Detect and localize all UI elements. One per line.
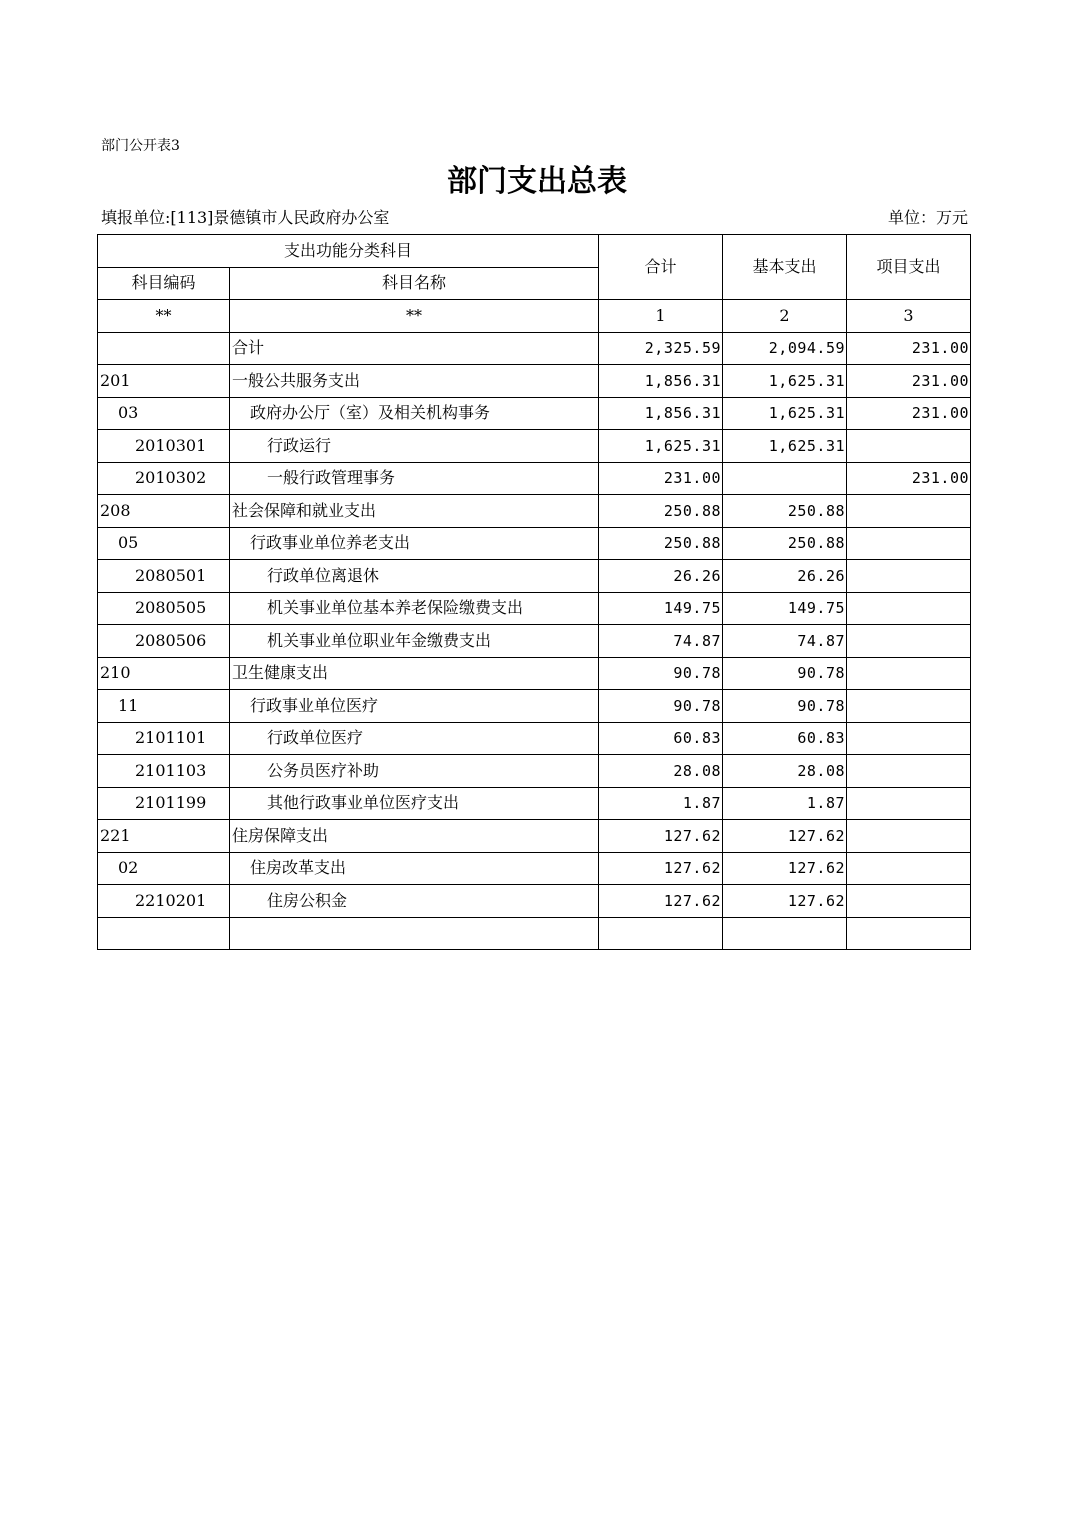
cell-project [847, 690, 971, 723]
cell-total: 60.83 [599, 722, 723, 755]
table-row [98, 527, 971, 560]
cell-basic: 74.87 [723, 625, 847, 658]
table-row [98, 820, 971, 853]
cell-total: 1,856.31 [599, 397, 723, 430]
cell-project [847, 592, 971, 625]
header-index-row [98, 300, 971, 333]
reporting-unit: 填报单位:[113]景德镇市人民政府办公室 [101, 208, 390, 227]
cell-basic: 1,625.31 [723, 365, 847, 398]
cell-basic: 1.87 [723, 787, 847, 820]
index-basic: 2 [723, 300, 847, 333]
cell-project [847, 917, 971, 950]
cell-code: 208 [98, 495, 230, 528]
cell-basic: 1,625.31 [723, 397, 847, 430]
cell-total: 74.87 [599, 625, 723, 658]
table-row [98, 852, 971, 885]
cell-total: 231.00 [599, 462, 723, 495]
cell-name: 其他行政事业单位医疗支出 [230, 787, 599, 820]
cell-name: 行政事业单位养老支出 [230, 527, 599, 560]
page-title: 部门支出总表 [447, 164, 627, 199]
index-name: ** [230, 300, 599, 333]
table-row [98, 917, 971, 950]
cell-basic: 28.08 [723, 755, 847, 788]
expenditure-table [97, 234, 971, 950]
cell-code: 221 [98, 820, 230, 853]
cell-total: 250.88 [599, 527, 723, 560]
header-row-1 [98, 235, 971, 268]
cell-code: 11 [98, 690, 230, 723]
cell-code: 2101103 [98, 755, 230, 788]
cell-basic: 2,094.59 [723, 332, 847, 365]
table-row [98, 722, 971, 755]
cell-code [98, 917, 230, 950]
index-project: 3 [847, 300, 971, 333]
cell-basic: 149.75 [723, 592, 847, 625]
cell-basic: 26.26 [723, 560, 847, 593]
cell-basic: 1,625.31 [723, 430, 847, 463]
cell-code: 2101101 [98, 722, 230, 755]
cell-total: 127.62 [599, 820, 723, 853]
cell-code: 05 [98, 527, 230, 560]
cell-name: 住房保障支出 [230, 820, 599, 853]
cell-project [847, 722, 971, 755]
header-project: 项目支出 [847, 235, 971, 300]
cell-basic [723, 462, 847, 495]
cell-project: 231.00 [847, 462, 971, 495]
cell-basic: 250.88 [723, 495, 847, 528]
cell-basic: 127.62 [723, 820, 847, 853]
cell-name: 住房改革支出 [230, 852, 599, 885]
cell-code: 02 [98, 852, 230, 885]
table-row [98, 430, 971, 463]
index-total: 1 [599, 300, 723, 333]
cell-name: 行政事业单位医疗 [230, 690, 599, 723]
cell-project: 231.00 [847, 397, 971, 430]
cell-code: 2010301 [98, 430, 230, 463]
cell-name: 行政单位医疗 [230, 722, 599, 755]
cell-name: 行政单位离退休 [230, 560, 599, 593]
cell-code: 201 [98, 365, 230, 398]
cell-code: 2080505 [98, 592, 230, 625]
cell-code: 2010302 [98, 462, 230, 495]
cell-code: 2210201 [98, 885, 230, 918]
table-row [98, 885, 971, 918]
table-row [98, 332, 971, 365]
table-row [98, 755, 971, 788]
cell-name: 行政运行 [230, 430, 599, 463]
currency-unit: 单位：万元 [887, 208, 968, 227]
cell-basic: 90.78 [723, 690, 847, 723]
cell-project [847, 852, 971, 885]
cell-name [230, 917, 599, 950]
cell-total: 28.08 [599, 755, 723, 788]
header-total: 合计 [599, 235, 723, 300]
cell-basic: 127.62 [723, 852, 847, 885]
cell-total: 1,625.31 [599, 430, 723, 463]
cell-project [847, 527, 971, 560]
form-number: 部门公开表3 [101, 138, 180, 154]
cell-project [847, 885, 971, 918]
cell-total: 127.62 [599, 885, 723, 918]
cell-code: 2101199 [98, 787, 230, 820]
table-row [98, 462, 971, 495]
cell-name: 机关事业单位职业年金缴费支出 [230, 625, 599, 658]
cell-total: 1,856.31 [599, 365, 723, 398]
cell-code [98, 332, 230, 365]
cell-project: 231.00 [847, 332, 971, 365]
header-function-group: 支出功能分类科目 [98, 235, 599, 268]
table-row [98, 365, 971, 398]
cell-project [847, 657, 971, 690]
cell-code: 2080501 [98, 560, 230, 593]
cell-basic: 250.88 [723, 527, 847, 560]
cell-project [847, 755, 971, 788]
cell-code: 210 [98, 657, 230, 690]
table-row [98, 397, 971, 430]
cell-name: 合计 [230, 332, 599, 365]
cell-name: 一般行政管理事务 [230, 462, 599, 495]
cell-total: 127.62 [599, 852, 723, 885]
cell-total: 250.88 [599, 495, 723, 528]
cell-total [599, 917, 723, 950]
table-row [98, 560, 971, 593]
cell-name: 住房公积金 [230, 885, 599, 918]
cell-project [847, 820, 971, 853]
cell-total: 2,325.59 [599, 332, 723, 365]
table-row [98, 690, 971, 723]
table-row [98, 495, 971, 528]
cell-project: 231.00 [847, 365, 971, 398]
cell-name: 卫生健康支出 [230, 657, 599, 690]
cell-total: 149.75 [599, 592, 723, 625]
cell-project [847, 560, 971, 593]
cell-basic: 90.78 [723, 657, 847, 690]
table-row [98, 787, 971, 820]
cell-basic: 60.83 [723, 722, 847, 755]
cell-code: 2080506 [98, 625, 230, 658]
table-row [98, 657, 971, 690]
cell-basic [723, 917, 847, 950]
cell-project [847, 430, 971, 463]
header-basic: 基本支出 [723, 235, 847, 300]
cell-name: 一般公共服务支出 [230, 365, 599, 398]
cell-project [847, 495, 971, 528]
header-code: 科目编码 [98, 267, 230, 300]
cell-name: 公务员医疗补助 [230, 755, 599, 788]
cell-name: 社会保障和就业支出 [230, 495, 599, 528]
cell-total: 90.78 [599, 690, 723, 723]
table-row [98, 592, 971, 625]
cell-project [847, 787, 971, 820]
index-code: ** [98, 300, 230, 333]
cell-project [847, 625, 971, 658]
cell-basic: 127.62 [723, 885, 847, 918]
header-name: 科目名称 [230, 267, 599, 300]
cell-total: 90.78 [599, 657, 723, 690]
table-row [98, 625, 971, 658]
cell-name: 政府办公厅（室）及相关机构事务 [230, 397, 599, 430]
cell-name: 机关事业单位基本养老保险缴费支出 [230, 592, 599, 625]
cell-code: 03 [98, 397, 230, 430]
cell-total: 26.26 [599, 560, 723, 593]
cell-total: 1.87 [599, 787, 723, 820]
